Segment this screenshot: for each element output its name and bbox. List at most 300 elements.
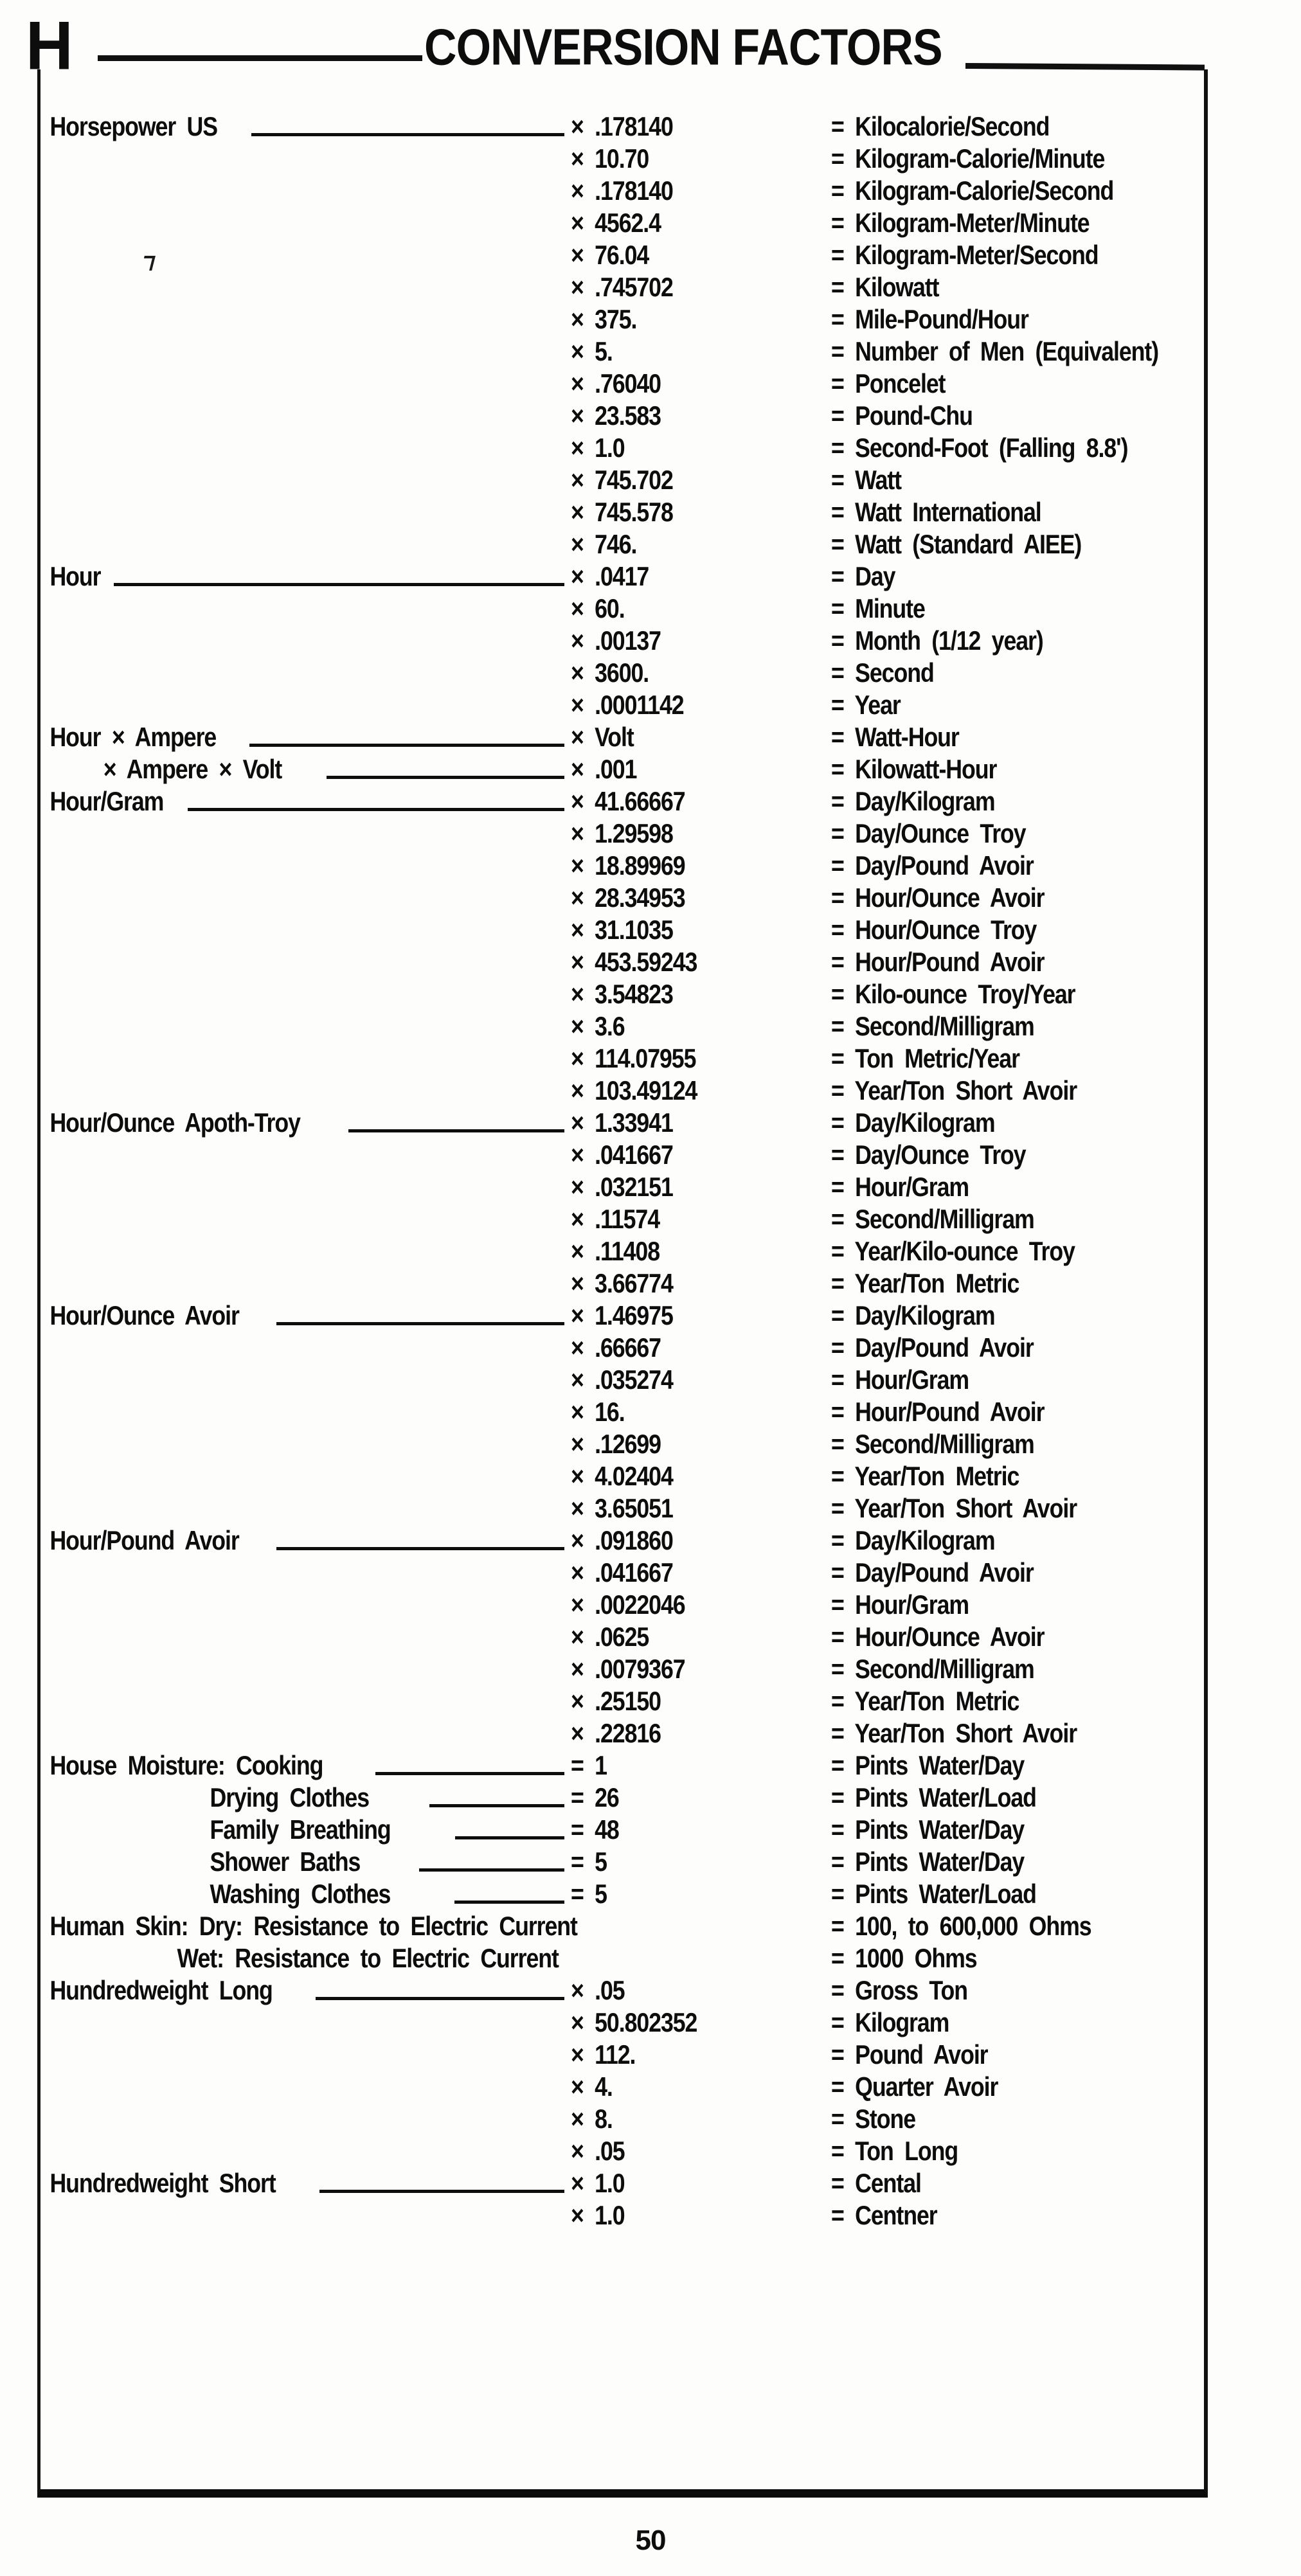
- factor-value: × 18.89969: [571, 850, 685, 881]
- table-row: [40, 464, 1201, 496]
- unit-label: Shower Baths: [210, 1847, 361, 1877]
- result-unit: = Cental: [831, 2168, 921, 2198]
- result-unit: = Hour/Pound Avoir: [831, 947, 1045, 977]
- result-unit: = Poncelet: [831, 368, 946, 398]
- result-unit: = Year: [831, 690, 901, 720]
- unit-label: [40, 689, 49, 721]
- factor-value: × 4562.4: [571, 208, 661, 238]
- conversion-table: [40, 111, 1201, 2232]
- table-row: [40, 496, 1201, 528]
- unit-label-cell: [40, 1846, 571, 1878]
- unit-label-cell: [40, 400, 571, 432]
- factor-value: × .22816: [571, 1718, 661, 1748]
- unit-label: Hour/Pound Avoir: [49, 1525, 239, 1555]
- unit-label: [40, 882, 49, 914]
- unit-label-cell: [40, 850, 571, 882]
- unit-label-cell: [40, 1428, 571, 1460]
- unit-label: [40, 1492, 49, 1525]
- factor-value: = 5: [571, 1879, 607, 1909]
- unit-label-cell: [40, 1557, 571, 1589]
- unit-label-cell: [40, 1974, 571, 2007]
- factor-value: × .12699: [571, 1429, 661, 1459]
- page-number: 50: [635, 2525, 666, 2556]
- result-unit: = Day/Pound Avoir: [831, 1557, 1034, 1588]
- result-unit: = Day/Pound Avoir: [831, 850, 1034, 881]
- table-row: [40, 882, 1201, 914]
- table-row: [40, 239, 1201, 271]
- factor-value: × .76040: [571, 368, 661, 398]
- unit-label-cell: [40, 657, 571, 689]
- result-unit: = Pints Water/Load: [831, 1879, 1036, 1909]
- leader-line: [419, 1846, 564, 1872]
- result-unit: = Day/Kilogram: [831, 786, 995, 816]
- result-unit: = Pints Water/Day: [831, 1750, 1025, 1780]
- result-unit: = Gross Ton: [831, 1975, 967, 2005]
- unit-label: [40, 335, 49, 368]
- table-row: [40, 1910, 1201, 1942]
- table-row: [40, 1717, 1201, 1749]
- unit-label-cell: [40, 818, 571, 850]
- table-row: [40, 1267, 1201, 1300]
- factor-value: × 8.: [571, 2104, 613, 2134]
- unit-label: [40, 496, 49, 528]
- unit-label-cell: [40, 625, 571, 657]
- header-rule-left: [98, 55, 422, 61]
- unit-label-cell: [40, 882, 571, 914]
- factor-value: × .25150: [571, 1686, 661, 1716]
- factor-value: × 3.65051: [571, 1493, 673, 1523]
- table-row: [40, 593, 1201, 625]
- table-row: [40, 753, 1201, 785]
- result-unit: = Hour/Ounce Troy: [831, 915, 1037, 945]
- result-unit: = Pints Water/Day: [831, 1814, 1025, 1845]
- unit-label-cell: [40, 464, 571, 496]
- unit-label: [40, 528, 49, 560]
- table-row: [40, 175, 1201, 207]
- table-row: [40, 1814, 1201, 1846]
- unit-label-cell: [40, 271, 571, 303]
- result-unit: = Year/Ton Metric: [831, 1686, 1019, 1716]
- unit-label-cell: [40, 1267, 571, 1300]
- factor-value: × .041667: [571, 1140, 673, 1170]
- unit-label: [40, 1203, 49, 1235]
- table-row: [40, 1974, 1201, 2007]
- unit-label: [40, 2007, 49, 2039]
- unit-label: Hundredweight Short: [49, 2168, 276, 2198]
- result-unit: = Second/Milligram: [831, 1429, 1034, 1459]
- table-row: [40, 2167, 1201, 2199]
- result-unit: = Year/Ton Short Avoir: [831, 1718, 1077, 1748]
- table-row: [40, 978, 1201, 1010]
- unit-label: [40, 464, 49, 496]
- unit-label-cell: [40, 2071, 571, 2103]
- factor-value: × 23.583: [571, 400, 661, 431]
- factor-value: × 453.59243: [571, 947, 697, 977]
- result-unit: = Pound-Chu: [831, 400, 973, 431]
- result-unit: = Second: [831, 657, 934, 688]
- factor-value: × .0079367: [571, 1654, 685, 1684]
- unit-label: [40, 2039, 49, 2071]
- table-row: [40, 914, 1201, 946]
- result-unit: = Kilowatt: [831, 272, 939, 302]
- unit-label: [40, 657, 49, 689]
- unit-label: [40, 1557, 49, 1589]
- factor-value: × 31.1035: [571, 915, 673, 945]
- result-unit: = Pound Avoir: [831, 2039, 988, 2070]
- factor-value: = 26: [571, 1782, 619, 1812]
- table-row: [40, 1749, 1201, 1782]
- unit-label-cell: [40, 689, 571, 721]
- factor-value: × .0625: [571, 1622, 649, 1652]
- table-row: [40, 689, 1201, 721]
- leader-line: [319, 2167, 564, 2193]
- unit-label-cell: [40, 1332, 571, 1364]
- factor-value: × 114.07955: [571, 1043, 696, 1073]
- factor-value: × 4.02404: [571, 1461, 673, 1491]
- unit-label: [40, 1075, 49, 1107]
- leader-line: [276, 1525, 564, 1550]
- unit-label: Hour/Ounce Avoir: [49, 1300, 239, 1330]
- unit-label-cell: [40, 1942, 571, 1974]
- table-row: [40, 528, 1201, 560]
- factor-value: × .0417: [571, 561, 649, 591]
- table-row: [40, 721, 1201, 753]
- result-unit: = Hour/Ounce Avoir: [831, 1622, 1045, 1652]
- table-row: [40, 1332, 1201, 1364]
- result-unit: = Kilogram-Meter/Minute: [831, 208, 1090, 238]
- factor-value: × 1.29598: [571, 818, 673, 848]
- unit-label: [40, 1653, 49, 1685]
- unit-label: Hour/Gram: [49, 786, 164, 816]
- result-unit: = Second-Foot (Falling 8.8'): [831, 433, 1128, 463]
- unit-label: [40, 818, 49, 850]
- factor-value: × 10.70: [571, 143, 649, 174]
- unit-label-cell: [40, 239, 571, 271]
- result-unit: = Mile-Pound/Hour: [831, 304, 1028, 334]
- factor-value: × 745.578: [571, 497, 673, 527]
- table-row: [40, 850, 1201, 882]
- unit-label-cell: [40, 111, 571, 143]
- unit-label-cell: [40, 1171, 571, 1203]
- unit-label: Horsepower US: [49, 111, 217, 141]
- result-unit: = Day/Kilogram: [831, 1107, 995, 1138]
- result-unit: = Centner: [831, 2200, 937, 2230]
- factor-value: × .001: [571, 754, 637, 784]
- unit-label-cell: [40, 978, 571, 1010]
- table-row: [40, 1396, 1201, 1428]
- unit-label: [40, 400, 49, 432]
- factor-value: = 5: [571, 1847, 607, 1877]
- unit-label: × Ampere × Volt: [103, 754, 282, 784]
- factor-value: × 745.702: [571, 465, 673, 495]
- unit-label-cell: [40, 1589, 571, 1621]
- unit-label: [40, 175, 49, 207]
- result-unit: = Kilowatt-Hour: [831, 754, 997, 784]
- result-unit: = Day/Kilogram: [831, 1300, 995, 1330]
- table-row: [40, 1557, 1201, 1589]
- table-row: [40, 1171, 1201, 1203]
- table-row: [40, 946, 1201, 978]
- leader-line: [114, 560, 564, 586]
- table-row: [40, 1492, 1201, 1525]
- unit-label-cell: [40, 1396, 571, 1428]
- table-row: [40, 1203, 1201, 1235]
- leader-line: [375, 1749, 564, 1775]
- unit-label-cell: [40, 1717, 571, 1749]
- factor-value: × 112.: [571, 2039, 636, 2070]
- table-row: [40, 1942, 1201, 1974]
- unit-label-cell: [40, 2103, 571, 2135]
- result-unit: = Year/Ton Metric: [831, 1461, 1019, 1491]
- result-unit: = Hour/Pound Avoir: [831, 1397, 1045, 1427]
- factor-value: = 1: [571, 1750, 607, 1780]
- unit-label-cell: [40, 1075, 571, 1107]
- unit-label-cell: [40, 335, 571, 368]
- result-unit: = Year/Ton Short Avoir: [831, 1075, 1077, 1105]
- factor-value: × .032151: [571, 1172, 673, 1202]
- factor-value: × .178140: [571, 175, 673, 206]
- unit-label: [40, 303, 49, 335]
- factor-value: × 103.49124: [571, 1075, 697, 1105]
- unit-label: Washing Clothes: [210, 1879, 391, 1909]
- table-row: [40, 1075, 1201, 1107]
- factor-value: × 1.33941: [571, 1107, 673, 1138]
- factor-value: × .091860: [571, 1525, 673, 1555]
- table-row: [40, 303, 1201, 335]
- unit-label: Wet: Resistance to Electric Current: [177, 1943, 559, 1973]
- result-unit: = 1000 Ohms: [831, 1943, 977, 1973]
- unit-label: [40, 978, 49, 1010]
- unit-label-cell: [40, 1621, 571, 1653]
- table-row: [40, 560, 1201, 593]
- table-row: [40, 818, 1201, 850]
- unit-label-cell: [40, 1814, 571, 1846]
- result-unit: = Minute: [831, 593, 925, 623]
- unit-label-cell: [40, 303, 571, 335]
- unit-label-cell: [40, 1910, 577, 1942]
- result-unit: = Kilogram-Calorie/Minute: [831, 143, 1105, 174]
- factor-value: × .11574: [571, 1204, 659, 1234]
- table-row: [40, 111, 1201, 143]
- result-unit: = Kilo-ounce Troy/Year: [831, 979, 1075, 1009]
- result-unit: = Kilogram-Calorie/Second: [831, 175, 1114, 206]
- unit-label: [40, 625, 49, 657]
- leader-line: [454, 1878, 564, 1904]
- unit-label-cell: [40, 368, 571, 400]
- factor-value: × 1.0: [571, 2168, 625, 2198]
- unit-label-cell: [40, 1782, 571, 1814]
- unit-label: Human Skin: Dry: Resistance to Electric Current: [49, 1911, 577, 1941]
- unit-label-cell: [40, 207, 571, 239]
- unit-label-cell: [40, 2007, 571, 2039]
- factor-value: × Volt: [571, 722, 634, 752]
- result-unit: = 100, to 600,000 Ohms: [831, 1911, 1091, 1941]
- unit-label: [40, 946, 49, 978]
- unit-label-cell: [40, 2167, 571, 2199]
- unit-label-cell: [40, 1878, 571, 1910]
- factor-value: × 3.54823: [571, 979, 673, 1009]
- unit-label-cell: [40, 1685, 571, 1717]
- unit-label-cell: [40, 432, 571, 464]
- factor-value: × 375.: [571, 304, 637, 334]
- unit-label: [40, 1010, 49, 1042]
- unit-label-cell: [40, 785, 571, 818]
- result-unit: = Watt (Standard AIEE): [831, 529, 1082, 559]
- table-row: [40, 1235, 1201, 1267]
- unit-label-cell: [40, 1749, 571, 1782]
- unit-label: [40, 2135, 49, 2167]
- factor-value: × 76.04: [571, 240, 649, 270]
- result-unit: = Year/Ton Short Avoir: [831, 1493, 1077, 1523]
- leader-line: [276, 1300, 564, 1325]
- leader-line: [316, 1974, 564, 2000]
- unit-label: Hour/Ounce Apoth-Troy: [49, 1107, 300, 1138]
- unit-label-cell: [40, 496, 571, 528]
- unit-label: House Moisture: Cooking: [49, 1750, 323, 1780]
- unit-label: [40, 1171, 49, 1203]
- unit-label-cell: [40, 1653, 571, 1685]
- unit-label-cell: [40, 560, 571, 593]
- factor-value: × .0001142: [571, 690, 684, 720]
- unit-label: [40, 1685, 49, 1717]
- table-row: [40, 657, 1201, 689]
- unit-label: Drying Clothes: [210, 1782, 370, 1812]
- unit-label: [40, 1428, 49, 1460]
- factor-value: × 3.66774: [571, 1268, 673, 1298]
- result-unit: = Hour/Gram: [831, 1172, 969, 1202]
- unit-label-cell: [40, 528, 571, 560]
- factor-value: × .66667: [571, 1332, 661, 1363]
- table-row: [40, 2071, 1201, 2103]
- unit-label: Family Breathing: [210, 1814, 391, 1845]
- section-letter: H: [26, 7, 72, 84]
- unit-label-cell: [40, 1525, 571, 1557]
- table-row: [40, 1685, 1201, 1717]
- table-row: [40, 2199, 1201, 2232]
- table-row: [40, 1653, 1201, 1685]
- unit-label: Hundredweight Long: [49, 1975, 273, 2005]
- factor-value: × 50.802352: [571, 2007, 697, 2037]
- result-unit: = Watt-Hour: [831, 722, 959, 752]
- table-row: [40, 400, 1201, 432]
- table-row: [40, 2135, 1201, 2167]
- unit-label-cell: [40, 721, 571, 753]
- table-row: [40, 625, 1201, 657]
- unit-label: [40, 914, 49, 946]
- leader-line: [429, 1782, 564, 1807]
- table-row: [40, 2039, 1201, 2071]
- result-unit: = Hour/Ounce Avoir: [831, 882, 1045, 913]
- result-unit: = Ton Metric/Year: [831, 1043, 1019, 1073]
- unit-label: [40, 1589, 49, 1621]
- unit-label: [40, 207, 49, 239]
- table-row: [40, 1364, 1201, 1396]
- table-row: [40, 1878, 1201, 1910]
- result-unit: = Day/Ounce Troy: [831, 1140, 1026, 1170]
- table-row: [40, 432, 1201, 464]
- table-row: [40, 368, 1201, 400]
- result-unit: = Month (1/12 year): [831, 625, 1043, 656]
- unit-label: [40, 593, 49, 625]
- result-unit: = Day/Ounce Troy: [831, 818, 1026, 848]
- unit-label: [40, 1460, 49, 1492]
- result-unit: = Day: [831, 561, 895, 591]
- table-row: [40, 1621, 1201, 1653]
- factor-value: × .05: [571, 2136, 625, 2166]
- unit-label: [40, 239, 49, 271]
- unit-label-cell: [40, 2135, 571, 2167]
- result-unit: = Kilogram: [831, 2007, 949, 2037]
- unit-label-cell: [40, 1139, 571, 1171]
- factor-value: [571, 1942, 792, 1974]
- unit-label: [40, 1717, 49, 1749]
- table-row: [40, 1010, 1201, 1042]
- unit-label-cell: [40, 1235, 571, 1267]
- unit-label: [40, 432, 49, 464]
- table-row: [40, 785, 1201, 818]
- unit-label-cell: [40, 914, 571, 946]
- result-unit: = Day/Pound Avoir: [831, 1332, 1034, 1363]
- table-row: [40, 1107, 1201, 1139]
- table-row: [40, 1525, 1201, 1557]
- result-unit: = Second/Milligram: [831, 1654, 1034, 1684]
- leader-line: [455, 1814, 564, 1839]
- factor-value: × .11408: [571, 1236, 659, 1266]
- factor-value: × 746.: [571, 529, 637, 559]
- result-unit: = Ton Long: [831, 2136, 958, 2166]
- unit-label: [40, 1042, 49, 1075]
- unit-label-cell: [40, 1492, 571, 1525]
- result-unit: = Hour/Gram: [831, 1589, 969, 1620]
- result-unit: = Kilogram-Meter/Second: [831, 240, 1099, 270]
- factor-value: × .178140: [571, 111, 673, 141]
- factor-value: × 3600.: [571, 657, 649, 688]
- factor-value: × 41.66667: [571, 786, 685, 816]
- result-unit: = Number of Men (Equivalent): [831, 336, 1159, 366]
- unit-label-cell: [40, 1107, 571, 1139]
- unit-label: [40, 2103, 49, 2135]
- table-row: [40, 335, 1201, 368]
- result-unit: = Hour/Gram: [831, 1364, 969, 1395]
- result-unit: = Day/Kilogram: [831, 1525, 995, 1555]
- table-row: [40, 143, 1201, 175]
- table-row: [40, 1042, 1201, 1075]
- result-unit: = Stone: [831, 2104, 916, 2134]
- table-row: [40, 1428, 1201, 1460]
- unit-label-cell: [40, 2039, 571, 2071]
- factor-value: × 60.: [571, 593, 625, 623]
- table-row: [40, 1460, 1201, 1492]
- result-unit: = Kilocalorie/Second: [831, 111, 1050, 141]
- factor-value: × .05: [571, 1975, 625, 2005]
- result-unit: = Watt International: [831, 497, 1041, 527]
- unit-label-cell: [40, 1010, 571, 1042]
- unit-label: [40, 1621, 49, 1653]
- table-row: [40, 1782, 1201, 1814]
- factor-value: × .035274: [571, 1364, 673, 1395]
- unit-label: [40, 368, 49, 400]
- factor-value: × .041667: [571, 1557, 673, 1588]
- table-row: [40, 1139, 1201, 1171]
- leader-line: [188, 785, 564, 811]
- unit-label: [40, 1396, 49, 1428]
- unit-label: Hour: [49, 561, 101, 591]
- factor-value: × 1.0: [571, 2200, 625, 2230]
- unit-label-cell: [40, 143, 571, 175]
- unit-label: [40, 1332, 49, 1364]
- result-unit: = Pints Water/Load: [831, 1782, 1036, 1812]
- factor-value: × .745702: [571, 272, 673, 302]
